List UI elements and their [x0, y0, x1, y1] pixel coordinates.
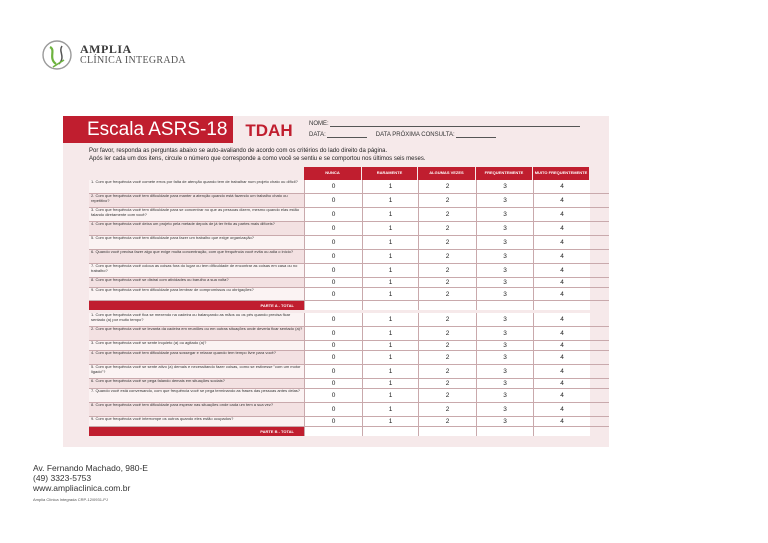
table-row	[89, 236, 609, 250]
answer-option[interactable]: 4	[533, 236, 590, 249]
answer-option[interactable]: 2	[418, 264, 476, 277]
answer-option[interactable]: 1	[362, 389, 418, 402]
answer-option[interactable]: 3	[476, 222, 533, 235]
answer-option[interactable]: 4	[533, 327, 590, 340]
table-row	[89, 288, 609, 301]
total-box[interactable]	[418, 301, 476, 310]
table-row	[89, 341, 609, 351]
answer-option[interactable]: 2	[418, 180, 476, 193]
answer-option[interactable]: 1	[362, 264, 418, 277]
question-text: 9. Com que frequência você tem dificuldade para lembrar de compromissos ou obrigações?	[89, 288, 304, 300]
answer-option[interactable]: 1	[362, 250, 418, 263]
question-text: 7. Quando você está conversando, com que frequência você se pega terminando as frases das pessoas antes delas?	[89, 389, 304, 402]
answer-option[interactable]: 0	[304, 264, 362, 277]
table-row	[89, 264, 609, 278]
brand-logo	[40, 38, 186, 72]
answer-option[interactable]: 4	[533, 389, 590, 402]
table-row	[89, 222, 609, 236]
answer-option[interactable]: 2	[418, 278, 476, 287]
total-box[interactable]	[362, 301, 418, 310]
question-text: 5. Com que frequência você se sente ativo (a) demais e necessitando fazer coisas, como se estivesse "com um motor ligado"?	[89, 365, 304, 378]
answer-option[interactable]: 1	[362, 180, 418, 193]
answer-option[interactable]: 3	[476, 417, 533, 426]
answer-option[interactable]: 1	[362, 327, 418, 340]
name-field[interactable]	[309, 121, 580, 127]
answer-option[interactable]: 3	[476, 180, 533, 193]
answer-option[interactable]: 3	[476, 194, 533, 207]
total-box[interactable]	[304, 427, 362, 436]
answer-option[interactable]: 3	[476, 278, 533, 287]
answer-option[interactable]: 2	[418, 327, 476, 340]
answer-option[interactable]: 2	[418, 222, 476, 235]
table-row	[89, 403, 609, 417]
answer-option[interactable]: 4	[533, 313, 590, 326]
answer-option[interactable]: 3	[476, 389, 533, 402]
table-row	[89, 327, 609, 341]
total-box[interactable]	[476, 301, 533, 310]
question-text: 2. Com que frequência você tem dificuldade para manter a atenção quando está fazendo um trabalho chato ou repetitivo?	[89, 194, 304, 207]
footer-legal: Amplia Clínica Integrada CRP-12/0931-PJ	[33, 497, 108, 502]
question-text: 6. Com que frequência você se pega falando demais em situações sociais?	[89, 379, 304, 388]
table-row	[89, 365, 609, 379]
brand-subtitle: CLÍNICA INTEGRADA	[80, 55, 186, 67]
question-text: 1. Com que frequência você fica se mexendo na cadeira ou balançando as mãos ou os pés quando precisa ficar sentado (a) por muito tempo?	[89, 313, 304, 326]
form-tag: TDAH	[235, 119, 303, 143]
header-frequentemente: FREQUENTEMENTE	[476, 167, 533, 180]
answer-option[interactable]: 0	[304, 379, 362, 388]
answer-option[interactable]: 2	[418, 351, 476, 364]
answer-option[interactable]: 2	[418, 288, 476, 300]
answer-option[interactable]: 1	[362, 379, 418, 388]
question-text: 2. Com que frequência você se levanta da cadeira em reuniões ou em outras situações onde deveria ficar sentado (a)?	[89, 327, 304, 340]
total-box[interactable]	[362, 427, 418, 436]
answer-option[interactable]: 2	[418, 208, 476, 221]
header-nunca: NUNCA	[304, 167, 362, 180]
instructions-line-2: Após ler cada um dos itens, circule o número que corresponde a como você se sentiu e se comportou nos últimos seis meses.	[89, 155, 426, 162]
table-row	[89, 278, 609, 288]
answer-option[interactable]: 0	[304, 278, 362, 287]
answer-option[interactable]: 3	[476, 313, 533, 326]
footer-site[interactable]: www.ampliaclinica.com.br	[33, 483, 131, 493]
question-text: 4. Com que frequência você tem dificuldade para sossegar e relaxar quando tem tempo livre para você?	[89, 351, 304, 364]
question-text: 8. Com que frequência você se distrai com atividades ou barulho a sua volta?	[89, 278, 304, 287]
answer-option[interactable]: 3	[476, 379, 533, 388]
instructions	[89, 148, 426, 163]
answer-option[interactable]: 2	[418, 403, 476, 416]
question-text: 5. Com que frequência você tem dificuldade para fazer um trabalho que exige organização?	[89, 236, 304, 249]
question-text: 3. Com que frequência você se sente inquieto (a) ou agitado (a)?	[89, 341, 304, 350]
answer-option[interactable]: 0	[304, 222, 362, 235]
answer-option[interactable]: 1	[362, 236, 418, 249]
total-label: PARTE A - TOTAL	[89, 301, 304, 310]
form-title: Escala ASRS-18	[63, 116, 233, 143]
answer-option[interactable]: 2	[418, 341, 476, 350]
total-box[interactable]	[304, 301, 362, 310]
answer-option[interactable]: 2	[418, 250, 476, 263]
amplia-logo-icon	[40, 38, 74, 72]
header-raramente: RARAMENTE	[362, 167, 418, 180]
answer-option[interactable]: 2	[418, 379, 476, 388]
total-box[interactable]	[533, 301, 590, 310]
answer-option[interactable]: 3	[476, 365, 533, 378]
answer-option[interactable]: 2	[418, 313, 476, 326]
answer-option[interactable]: 1	[362, 194, 418, 207]
answer-option[interactable]: 1	[362, 278, 418, 287]
asrs-form	[63, 116, 609, 447]
footer-phone: (49) 3323-5753	[33, 473, 92, 483]
answer-option[interactable]: 4	[533, 365, 590, 378]
next-date-label: DATA PRÓXIMA CONSULTA:	[375, 132, 455, 138]
answer-option[interactable]: 0	[304, 208, 362, 221]
answer-option[interactable]: 3	[476, 341, 533, 350]
footer-address: Av. Fernando Machado, 980-E	[33, 463, 148, 473]
answer-option[interactable]: 4	[533, 341, 590, 350]
answer-option[interactable]: 4	[533, 278, 590, 287]
question-text: 4. Com que frequência você deixa um projeto pela metade depois de já ter feito as partes mais difíceis?	[89, 222, 304, 235]
answer-option[interactable]: 1	[362, 341, 418, 350]
question-text: 3. Com que frequência você tem dificuldade para se concentrar no que as pessoas dizem, mesmo quando elas estão falando diretamente com você?	[89, 208, 304, 221]
part-a-total-row	[89, 301, 609, 310]
answer-option[interactable]: 0	[304, 327, 362, 340]
question-table	[89, 180, 609, 436]
question-text: 8. Com que frequência você tem dificuldade para esperar nas situações onde cada um tem a sua vez?	[89, 403, 304, 416]
answer-option[interactable]: 0	[304, 365, 362, 378]
answer-option[interactable]: 4	[533, 379, 590, 388]
date-fields[interactable]	[309, 132, 496, 138]
answer-option[interactable]: 2	[418, 194, 476, 207]
answer-option[interactable]: 1	[362, 313, 418, 326]
question-text: 7. Com que frequência você coloca as coisas fora do lugar ou tem dificuldade de encontrar as coisas em casa ou no trabalho?	[89, 264, 304, 277]
answer-option[interactable]: 0	[304, 389, 362, 402]
answer-option[interactable]: 0	[304, 236, 362, 249]
total-box[interactable]	[533, 427, 590, 436]
table-row	[89, 389, 609, 403]
answer-option[interactable]: 3	[476, 236, 533, 249]
header-muito-frequentemente: MUITO FREQUENTEMENTE	[533, 167, 590, 180]
scale-headers	[304, 167, 590, 180]
name-label: NOME:	[309, 121, 329, 127]
total-box[interactable]	[418, 427, 476, 436]
table-row	[89, 417, 609, 427]
answer-option[interactable]: 4	[533, 417, 590, 426]
answer-option[interactable]: 1	[362, 365, 418, 378]
header-algumas-vezes: ALGUMAS VEZES	[418, 167, 476, 180]
answer-option[interactable]: 1	[362, 208, 418, 221]
question-text: 6. Quando você precisa fazer algo que exige muita concentração, com que frequência você evita ou adia o início?	[89, 250, 304, 263]
answer-option[interactable]: 0	[304, 341, 362, 350]
answer-option[interactable]: 1	[362, 403, 418, 416]
total-label: PARTE B - TOTAL	[89, 427, 304, 436]
answer-option[interactable]: 4	[533, 264, 590, 277]
answer-option[interactable]: 4	[533, 351, 590, 364]
answer-option[interactable]: 1	[362, 222, 418, 235]
answer-option[interactable]: 1	[362, 351, 418, 364]
answer-option[interactable]: 0	[304, 313, 362, 326]
answer-option[interactable]: 4	[533, 208, 590, 221]
answer-option[interactable]: 3	[476, 288, 533, 300]
answer-option[interactable]: 2	[418, 365, 476, 378]
answer-option[interactable]: 0	[304, 194, 362, 207]
answer-option[interactable]: 4	[533, 180, 590, 193]
answer-option[interactable]: 2	[418, 389, 476, 402]
answer-option[interactable]: 1	[362, 288, 418, 300]
answer-option[interactable]: 3	[476, 351, 533, 364]
brand-name: AMPLIA	[80, 42, 132, 57]
answer-option[interactable]: 3	[476, 208, 533, 221]
table-row	[89, 208, 609, 222]
answer-option[interactable]: 3	[476, 403, 533, 416]
answer-option[interactable]: 4	[533, 194, 590, 207]
answer-option[interactable]: 2	[418, 236, 476, 249]
answer-option[interactable]: 3	[476, 250, 533, 263]
answer-option[interactable]: 4	[533, 250, 590, 263]
table-row	[89, 194, 609, 208]
answer-option[interactable]: 0	[304, 180, 362, 193]
answer-option[interactable]: 1	[362, 417, 418, 426]
answer-option[interactable]: 4	[533, 222, 590, 235]
instructions-line-1: Por favor, responda as perguntas abaixo se auto-avaliando de acordo com os critérios do lado direito da página.	[89, 148, 388, 154]
question-text: 9. Com que frequência você interrompe os outros quando eles estão ocupados?	[89, 417, 304, 426]
answer-option[interactable]: 3	[476, 327, 533, 340]
table-row	[89, 379, 609, 389]
part-b-total-row	[89, 427, 609, 436]
table-row	[89, 180, 609, 194]
footer	[33, 463, 148, 502]
table-row	[89, 313, 609, 327]
answer-option[interactable]: 4	[533, 403, 590, 416]
question-text: 1. Com que frequência você comete erros por falta de atenção quando tem de trabalhar num projeto chato ou difícil?	[89, 180, 304, 193]
table-row	[89, 250, 609, 264]
answer-option[interactable]: 0	[304, 351, 362, 364]
date-label: DATA:	[309, 132, 326, 138]
answer-option[interactable]: 3	[476, 264, 533, 277]
answer-option[interactable]: 0	[304, 288, 362, 300]
answer-option[interactable]: 4	[533, 288, 590, 300]
answer-option[interactable]: 0	[304, 403, 362, 416]
table-row	[89, 351, 609, 365]
answer-option[interactable]: 0	[304, 417, 362, 426]
answer-option[interactable]: 2	[418, 417, 476, 426]
total-box[interactable]	[476, 427, 533, 436]
answer-option[interactable]: 0	[304, 250, 362, 263]
